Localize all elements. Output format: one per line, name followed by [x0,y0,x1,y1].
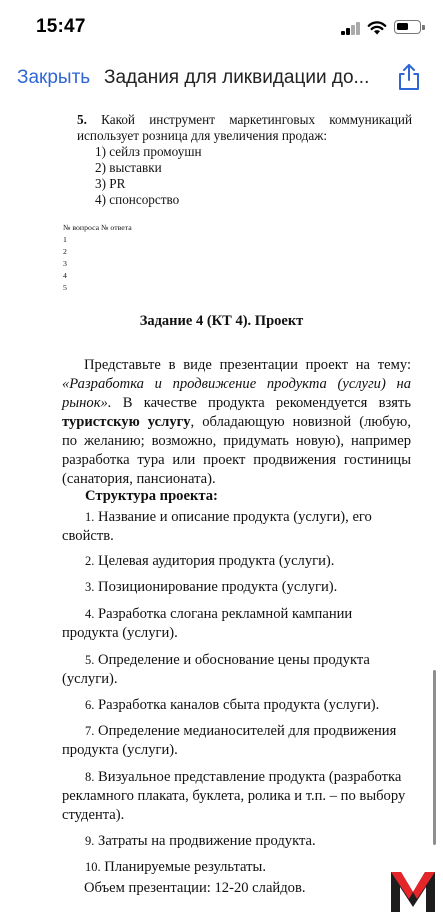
nav-bar [0,52,443,104]
question-5 [77,112,412,144]
structure-item: 7. Определение медианосителей для продвижения продукта (услуги). [62,723,397,758]
answer-table-header: № вопроса № ответа [63,223,132,232]
answer-table-row: 2 [63,247,67,256]
structure-item: 6. Разработка каналов сбыта продукта (услуги). [85,697,380,713]
structure-item: 4. Разработка слогана рекламной кампании продукта (услуги). [62,606,353,641]
structure-item: 9. Затраты на продвижение продукта. [85,833,316,849]
structure-item: 3. Позиционирование продукта (услуги). [85,579,338,595]
scrollbar[interactable] [433,670,436,845]
task-intro-2: В качестве продукта рекомендуется взять [111,395,411,411]
answer-table-row: 3 [63,259,67,268]
question-option: 2) выставки [95,160,162,175]
structure-item: 8. Визуальное представление продукта (разработка рекламного плаката, буклета, ролика и т.п. – по выбору студента). [62,769,406,823]
task-intro-1: Представьте в виде презентации проект на тему: [84,357,411,373]
task-product: туристскую услугу [62,414,191,430]
answer-table [63,222,132,294]
presentation-volume: Объем презентации: 12-20 слайдов. [84,880,306,896]
structure-item: 2. Целевая аудитория продукта (услуги). [85,553,335,569]
document-page[interactable] [0,104,443,920]
task-topic: «Разработка и продвижение продукта (услуги) на рынок». [62,376,411,411]
task-intro-3: , обладающую новизной (любую, по желанию; возможно, придумать новую), например разработка тура или проект продвижения гостиницы (санатория, пансионата). [62,414,411,487]
status-bar [0,0,443,50]
task-description [62,356,411,489]
question-number: 5. [77,112,87,127]
battery-icon [394,20,421,34]
structure-item: 1. Название и описание продукта (услуги), его свойств. [62,509,372,544]
answer-table-row: 4 [63,271,67,280]
question-option: 4) спонсорство [95,192,180,207]
structure-title: Структура проекта: [85,488,218,504]
structure-item: 5. Определение и обоснование цены продукта (услуги). [62,652,370,687]
share-icon[interactable] [396,63,422,91]
close-button[interactable]: Закрыть [17,67,91,88]
answer-table-row: 1 [63,235,67,244]
m-logo-icon [389,868,437,914]
question-option: 1) сейлз промоушн [95,144,202,159]
cellular-signal-icon [341,22,361,35]
status-time: 15:47 [36,16,86,37]
question-text: Какой инструмент маркетинговых коммуникаций использует розница для увеличения продаж: [77,112,412,143]
question-option: 3) PR [95,176,126,191]
wifi-icon [367,19,387,35]
question-options [95,144,202,208]
answer-table-row: 5 [63,283,67,292]
structure-item: 10. Планируемые результаты. [85,859,266,875]
document-title: Задания для ликвидации до... [104,67,370,88]
task-title: Задание 4 (КТ 4). Проект [139,313,304,329]
